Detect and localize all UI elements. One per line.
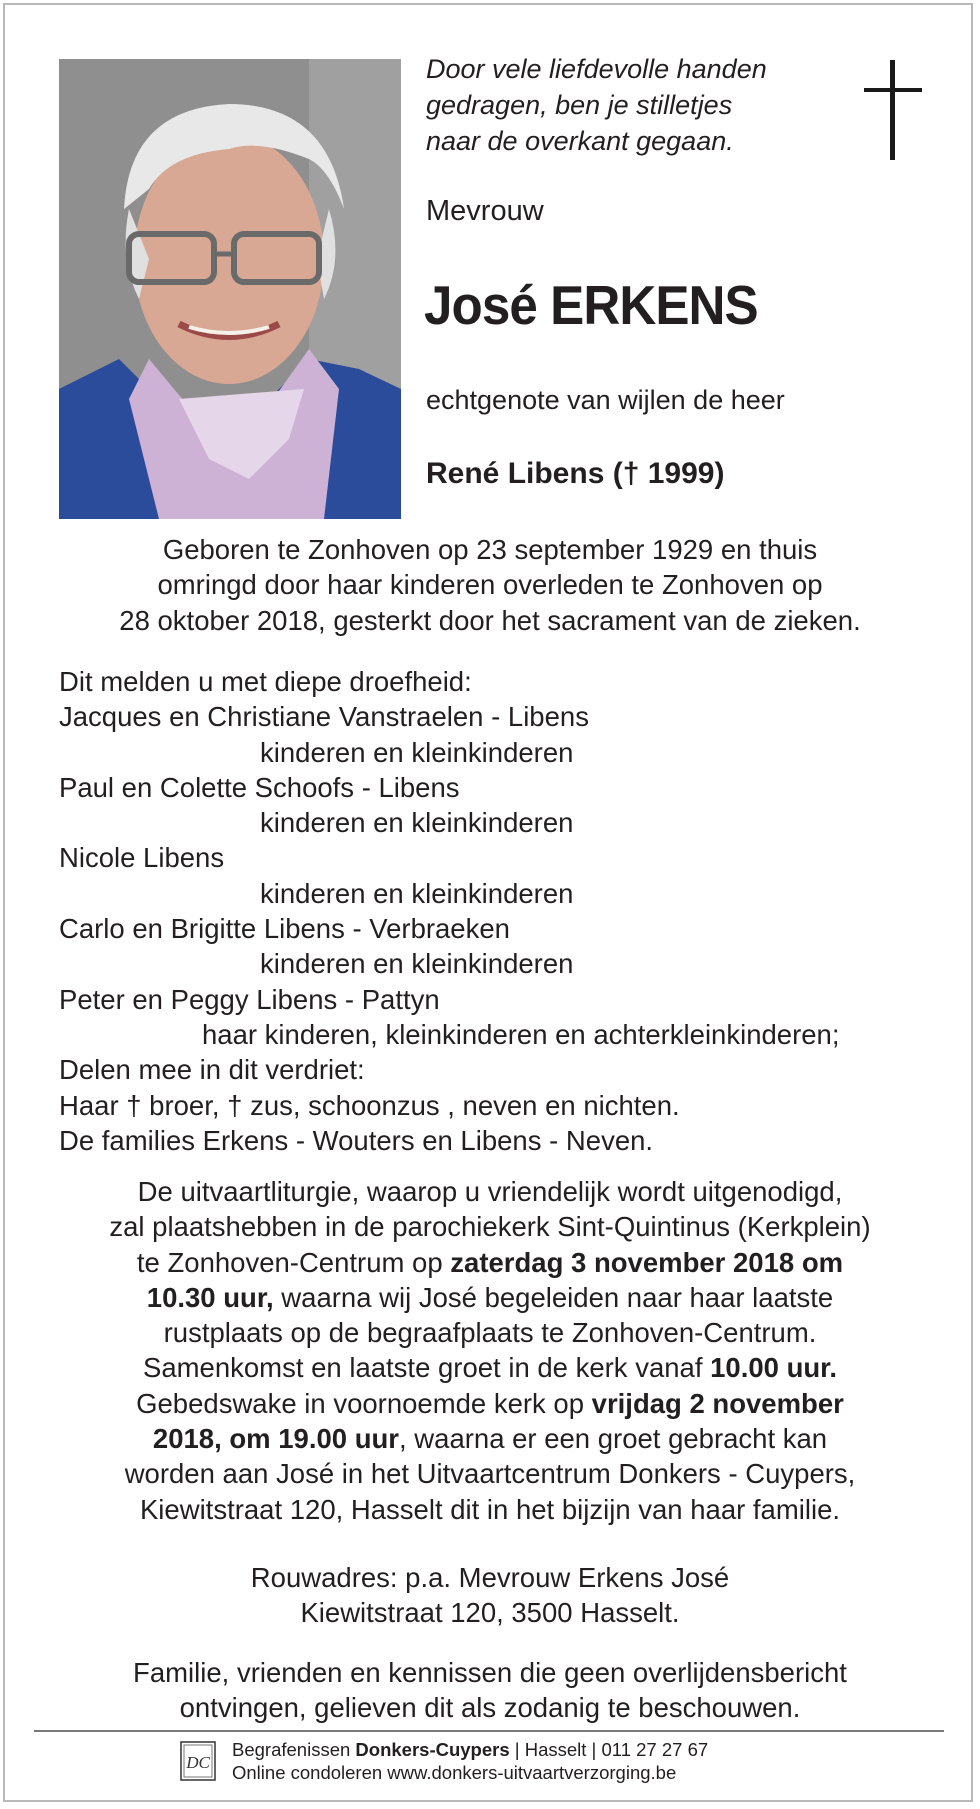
closing-note [40, 1655, 940, 1726]
funeral-date: zaterdag 3 november 2018 om [450, 1246, 844, 1278]
footer-divider [34, 1730, 944, 1732]
funeral-text: te Zonhoven-Centrum op [136, 1246, 451, 1278]
paragraph-line: 28 oktober 2018, gesterkt door het sacrament van de zieken. [119, 604, 861, 636]
mourning-address [40, 1560, 940, 1631]
family-name: Paul en Colette Schoofs - Libens [59, 771, 460, 803]
footer-line [232, 1738, 708, 1761]
funeral-line [40, 1350, 940, 1385]
funeral-time: 10.30 uur, [146, 1281, 274, 1313]
gathering-time: 10.00 uur. [710, 1352, 837, 1384]
family-name: Carlo en Brigitte Libens - Verbraeken [59, 913, 510, 945]
funeral-line [40, 1280, 940, 1315]
family-sub: kinderen en kleinkinderen [260, 807, 574, 839]
footer-contact: | Hasselt | 011 27 27 67 [509, 1739, 709, 1760]
funeral-line: worden aan José in het Uitvaartcentrum Donkers - Cuypers, [124, 1458, 856, 1490]
relation-text: echtgenote van wijlen de heer [426, 385, 785, 415]
deceased-name: José ERKENS [424, 274, 758, 336]
family-sub: kinderen en kleinkinderen [260, 736, 574, 768]
family-announcement [59, 664, 959, 1158]
company-name: Donkers-Cuypers [355, 1739, 510, 1760]
salutation: Mevrouw [426, 195, 544, 227]
note-line: ontvingen, gelieven dit als zodanig te beschouwen. [179, 1692, 801, 1724]
funeral-line: zal plaatshebben in de parochiekerk Sint-Quintinus (Kerkplein) [109, 1211, 871, 1243]
family-name: Peter en Peggy Libens - Pattyn [59, 983, 440, 1015]
share-intro: Delen mee in dit verdriet: [59, 1054, 365, 1086]
funeral-text: Samenkomst en laatste groet in de kerk vanaf [143, 1352, 711, 1384]
note-line: Familie, vrienden en kennissen die geen overlijdensbericht [133, 1657, 847, 1688]
funeral-text: waarna wij José begeleiden naar haar laatste [273, 1281, 834, 1313]
footer-prefix: Begrafenissen [232, 1739, 356, 1760]
family-sub: kinderen en kleinkinderen [260, 877, 574, 909]
memorial-poem [426, 51, 846, 159]
condolence-link[interactable]: Online condoleren www.donkers-uitvaartverzorging.be [232, 1762, 677, 1783]
funeral-line: De uitvaartliturgie, waarop u vriendelijk wordt uitgenodigd, [137, 1176, 843, 1207]
poem-line: Door vele liefdevolle handen [426, 54, 767, 84]
family-name: Nicole Libens [59, 842, 225, 874]
funeral-line [40, 1245, 940, 1280]
poem-line: gedragen, ben je stilletjes [426, 90, 733, 120]
address-line: Rouwadres: p.a. Mevrouw Erkens José [250, 1562, 730, 1593]
share-line: De families Erkens - Wouters en Libens - Neven. [59, 1124, 654, 1156]
funeral-details [40, 1174, 940, 1527]
birth-death-paragraph [40, 532, 940, 638]
vigil-date: vrijdag 2 november [591, 1387, 844, 1419]
vigil-time: 2018, om 19.00 uur [152, 1423, 400, 1455]
funeral-text: Gebedswake in voornoemde kerk op [136, 1387, 592, 1419]
poem-line: naar de overkant gegaan. [426, 126, 734, 156]
funeral-home-logo [180, 1741, 216, 1781]
funeral-line [40, 1421, 940, 1456]
footer-credits [232, 1738, 708, 1784]
family-name: Jacques en Christiane Vanstraelen - Libens [59, 701, 589, 733]
share-line: Haar † broer, † zus, schoonzus , neven en nichten. [59, 1089, 680, 1121]
funeral-text: , waarna er een groet gebracht kan [399, 1423, 828, 1455]
spouse-name: René Libens († 1999) [426, 457, 725, 490]
address-line: Kiewitstraat 120, 3500 Hasselt. [300, 1597, 680, 1629]
announcement-intro: Dit melden u met diepe droefheid: [59, 666, 472, 697]
portrait-photo [59, 59, 401, 519]
family-sub: kinderen en kleinkinderen [260, 948, 574, 980]
cross-icon [864, 60, 922, 160]
funeral-line: Kiewitstraat 120, Hasselt dit in het bijzijn van haar familie. [139, 1493, 841, 1525]
logo-letters: DC [186, 1753, 210, 1772]
funeral-line: rustplaats op de begraafplaats te Zonhoven-Centrum. [163, 1317, 817, 1349]
funeral-line [40, 1386, 940, 1421]
paragraph-line: Geboren te Zonhoven op 23 september 1929 en thuis [162, 534, 818, 565]
paragraph-line: omringd door haar kinderen overleden te Zonhoven op [157, 569, 823, 601]
family-sub: haar kinderen, kleinkinderen en achterkleinkinderen; [202, 1018, 840, 1050]
